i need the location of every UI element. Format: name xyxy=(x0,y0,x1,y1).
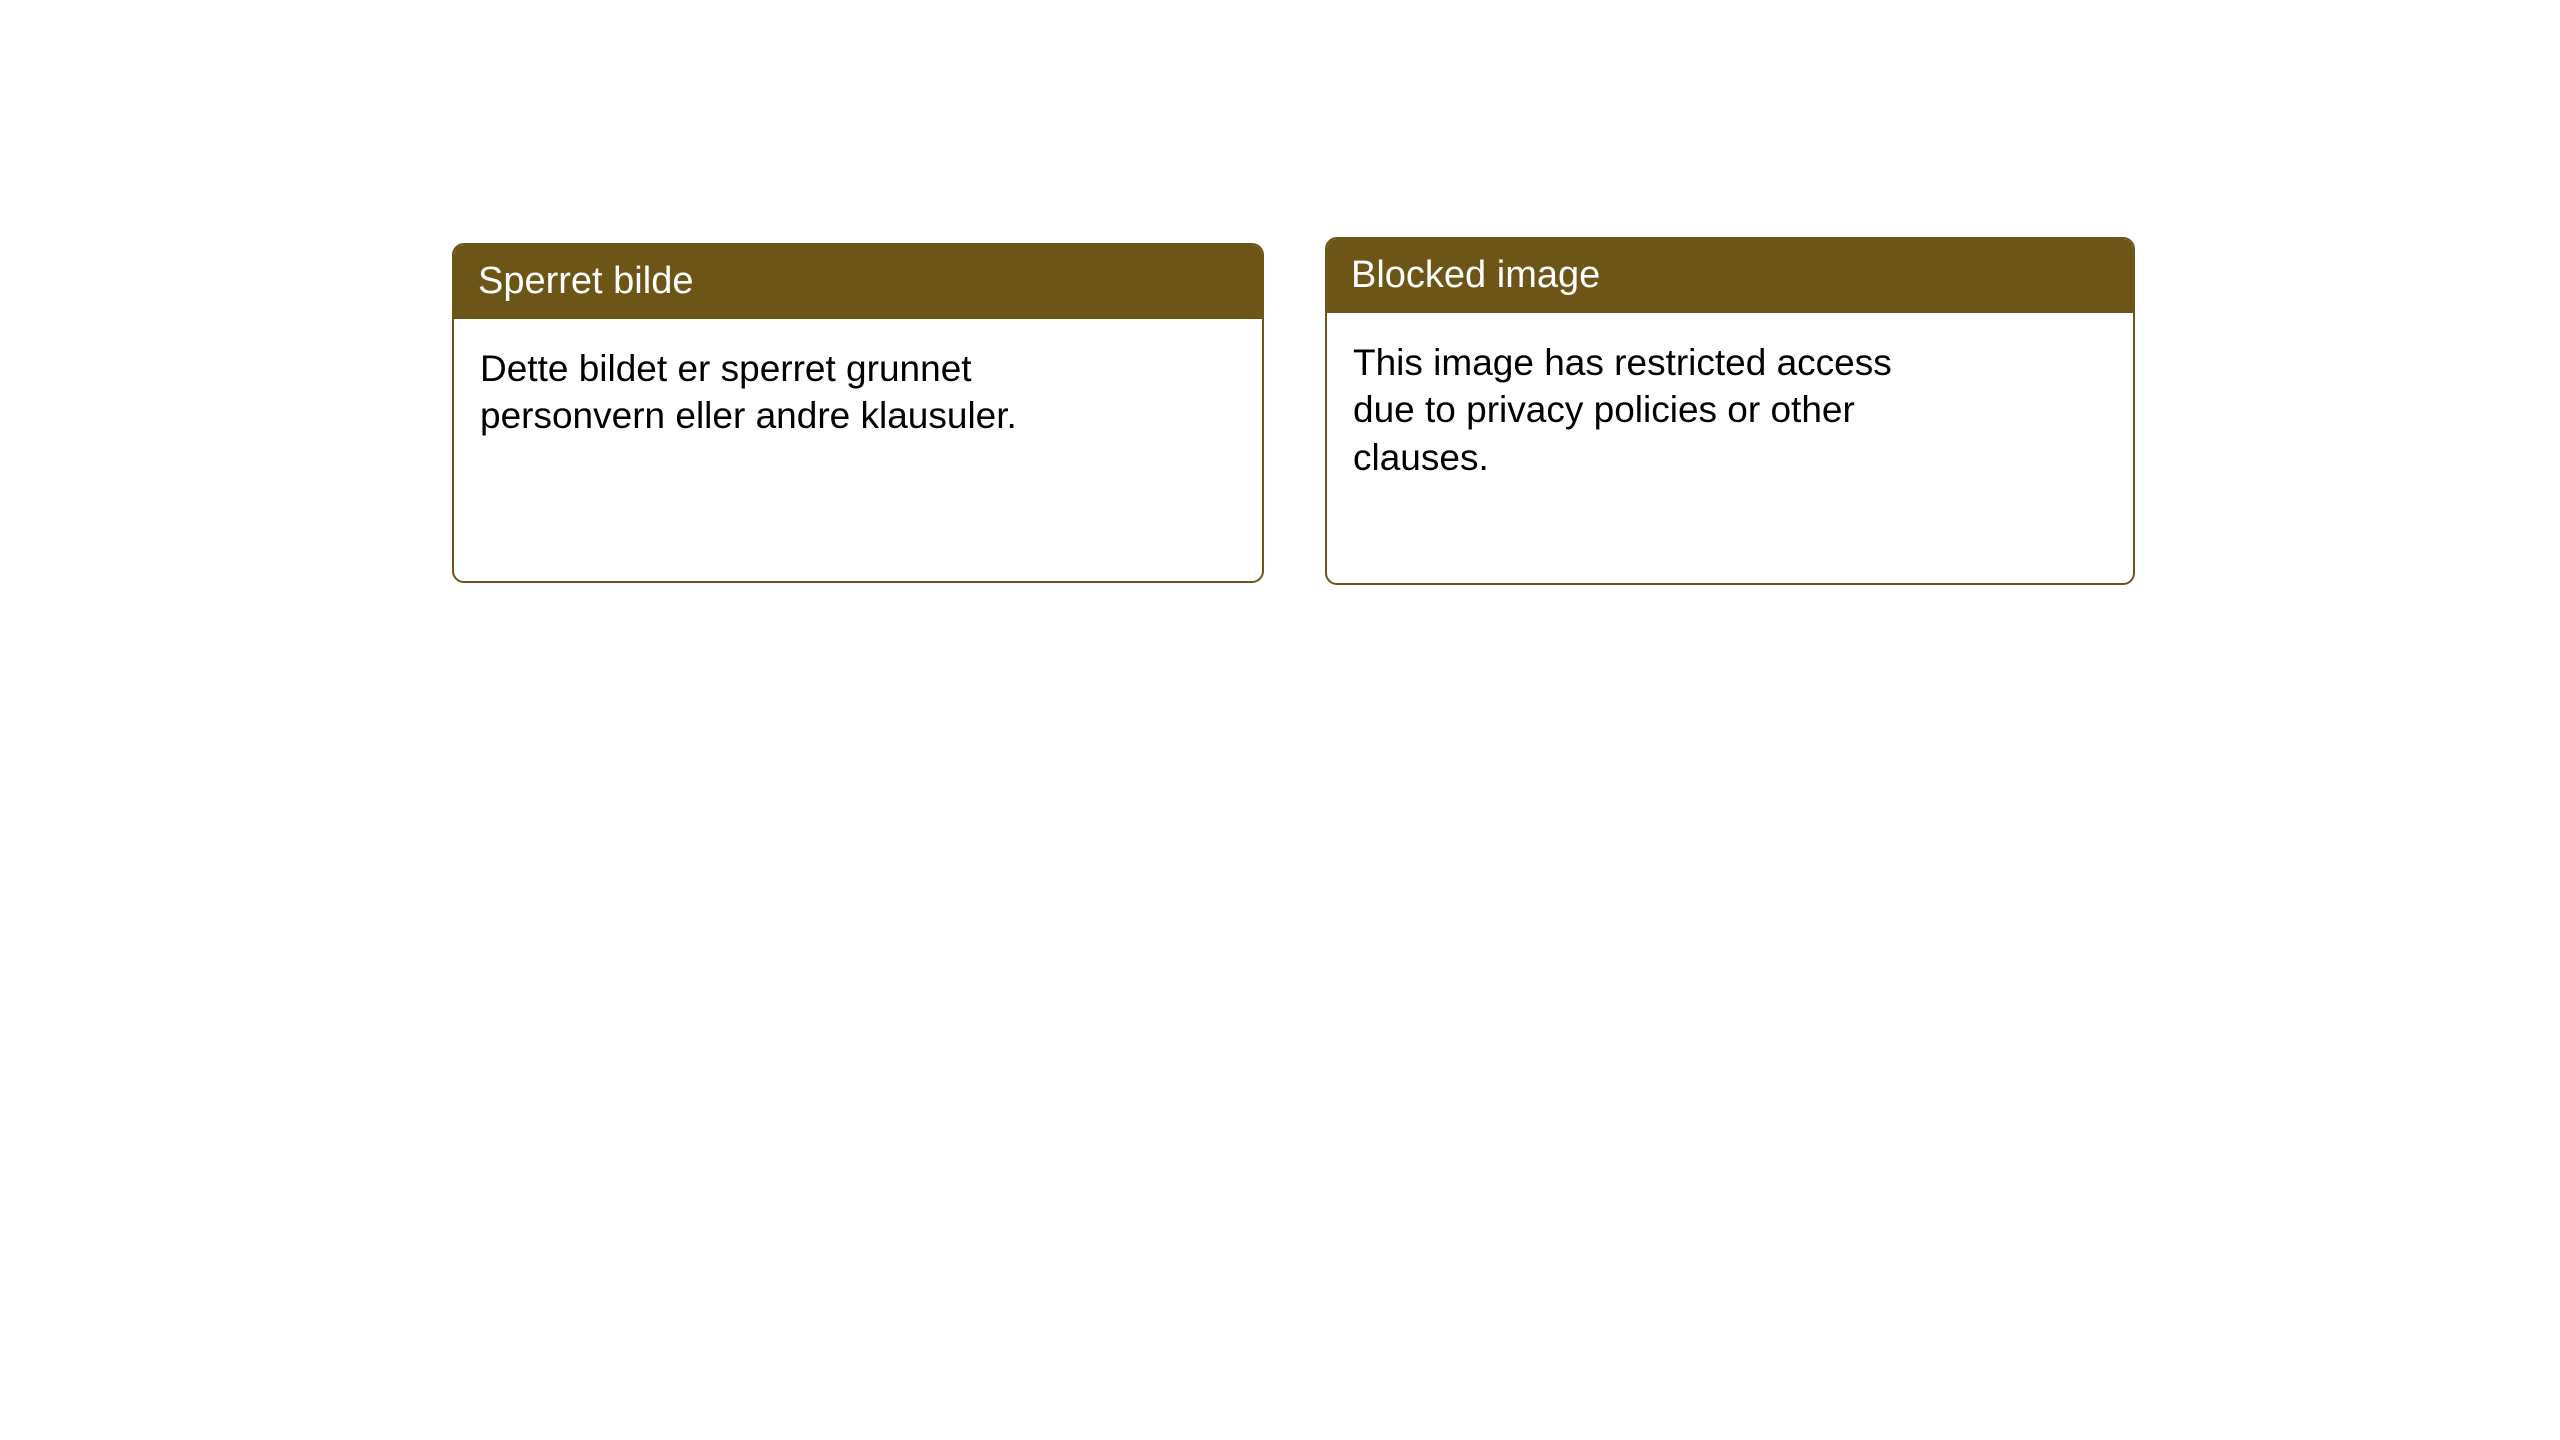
panel-title-norwegian: Sperret bilde xyxy=(454,245,1262,319)
panel-message-norwegian: Dette bildet er sperret grunnet personvern eller andre klausuler. xyxy=(480,348,1017,437)
blocked-image-panel-norwegian xyxy=(452,243,1264,583)
blocked-image-panel-english xyxy=(1325,237,2135,585)
panel-title-english: Blocked image xyxy=(1327,239,2133,313)
panel-message-english: This image has restricted access due to privacy policies or other clauses. xyxy=(1353,342,1892,478)
